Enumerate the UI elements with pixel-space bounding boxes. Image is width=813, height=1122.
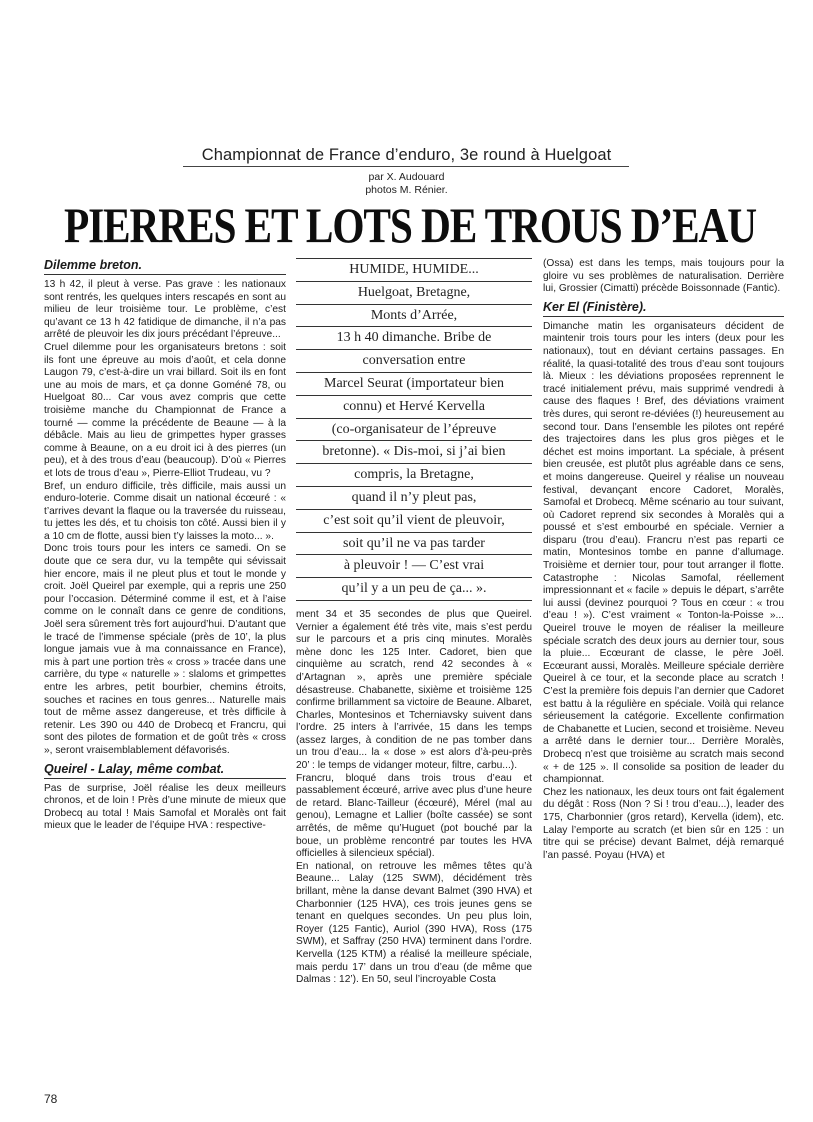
kicker-rule [183, 166, 629, 167]
paragraph: Chez les nationaux, les deux tours ont fait également du dégât : Ross (Non ? Si ! trou d’eau...), leader des 175, Charbonnier (gros retard), Kervella (idem), etc. Lalay l’emporte au scratch (et bien sûr en 125 : un titre qui se précise) devant Balmet, déjà remarqué l’an passé. Poyau (HVA) et [543, 786, 784, 861]
pull-quote-line: quand il n’y pleut pas, [296, 487, 532, 510]
pull-quote-line: bretonne). « Dis-moi, si j’ai bien [296, 441, 532, 464]
section-heading: Dilemme breton. [44, 258, 286, 275]
paragraph: Dimanche matin les organisateurs décident de maintenir trois tours pour les inters (deux pour les nationaux), tout en déviant certains passages. En réalité, la quasi-totalité des trous d’eau sont toujours là. Mieux : les déviations proposées reprennent le tracé initialement prévu, mais supprimé vendredi à cause des flaques ! Bref, des déviations vraiment très dures, qui seront re-déviées (!) heureusement au second tour. Dans l’ensemble les pilotes ont repéré des trajectoires dans les plus gros pièges et le déchet est moins important. La spéciale, à présent bien creusée, est plutôt plus agréable dans ce sens, et moins dangereuse. Queirel y réalise un nouveau festival, devançant encore Cadoret, Moralès, Samofal et Drobecq. Même scénario au tour suivant, où Cadoret reprend six secondes à Moralès qui a poussé et s’est embourbé en spéciale. Vernier a disparu (trou d’eau). Francru n’est pas reparti ce matin, Montesinos tombe en panne d’allumage. Troisième et dernier tour, pour tout arranger il flotte. Catastrophe : Nicolas Samofal, réellement impressionnant et « facile » depuis le départ, s’arrête lui aussi (devinez pourquoi ? Tous en cœur : « trou d’eau ! »). C’est vraiment « Tonton-la-Poisse »... Queirel trouve le moyen de réaliser la meilleure spéciale scratch des deux jours au dernier tour, sous la pluie... Ecœurant de classe, le père Joël. Ecœurant aussi, Moralès. Meilleure spéciale derrière Queirel à ce tour, et la seconde place au scratch ! C’est la première fois depuis l’an dernier que Cadoret est battu à la régulière en spéciale. Voilà qui relance sérieusement la catégorie. Excellente confirmation de Chabanette et Lucien, second et troisième. Neveu a arrêté dans le dernier tour... Derrière Moralès, Drobecq n’est que troisième au scratch mais second « + de 125 ». Il consolide sa position de leader du championnat. [543, 320, 784, 786]
byline-author: par X. Audouard [368, 171, 445, 183]
column-2 [296, 258, 532, 987]
section-heading: Queirel - Lalay, même combat. [44, 762, 286, 779]
paragraph: ment 34 et 35 secondes de plus que Queirel. Vernier a également été très vite, mais s’est perdu sur le parcours et a pris cinq minutes. Moralès mène donc les 125 Inter. Cadoret, bien que cinquième au scratch, rend 42 secondes à « d’Artagnan », après une première spéciale désastreuse. Chabanette, sixième et troisième 125 confirme brillamment sa victoire de Beaune. Albaret, Charles, Montesinos et Tcherniavsky suivent dans l’ordre. 25 inters à l’arrivée, 15 dans les temps (assez larges, à condition de ne pas tomber dans un trou d’eau... la « dose » est alors d’à-peu-près 20’ : le temps de vidanger moteur, filtre, carbu...). [296, 608, 532, 772]
paragraph: Cruel dilemme pour les organisateurs bretons : soit ils font une épreuve au mois d’août, et cela donne Laugon 79, c’est-à-dire un vrai billard. Soit ils en font une au mois de mars, et ça donne Goméné 78, ou Huelgoat 80... Car vous avez compris que cette troisième manche du Championnat de France a tourné — comme la précédente de Beaune — à la débâcle. Mais au lieu de grimpettes hyper grasses comme à Beaune, on a eu droit ici à des pierres (un peu), et à des trous d’eau (beaucoup). D’où « Pierres et lots de trous d’eau », Pierre-Elliot Trudeau, vu ? [44, 341, 286, 479]
kicker-title: Championnat de France d’enduro, 3e round à Huelgoat [201, 146, 612, 164]
column-3 [543, 258, 784, 862]
pull-quote-line: Huelgoat, Bretagne, [296, 282, 532, 305]
pull-quote-line: 13 h 40 dimanche. Bribe de [296, 327, 532, 350]
pull-quote-line: Marcel Seurat (importateur bien [296, 373, 532, 396]
byline-photos: photos M. Rénier. [365, 184, 448, 196]
page-number: 78 [44, 1092, 58, 1106]
pull-quote-line: c’est soit qu’il vient de pleuvoir, [296, 510, 532, 533]
pull-quote-line: à pleuvoir ! — C’est vrai [296, 555, 532, 578]
pull-quote-line: HUMIDE, HUMIDE... [296, 258, 532, 282]
pull-quote-box [296, 258, 532, 601]
paragraph: Donc trois tours pour les inters ce samedi. On se doute que ce sera dur, vu la tempête qui sévissait hier encore, mais il ne pleut plus et tout le monde y croit. Joël Queirel par exemple, qui a repris une 250 pour l’occasion. Déterminé comme il est, et à l’aise comme on le connaît dans ce genre de conditions, Joël sera sûrement très fort aujourd’hui. D’autant que le tracé de l’immense spéciale (près de 10’, la plus longue jamais vue à ma connaissance en France), mis à part une portion très « cross » tracée dans une carrière, du type « naturelle » : slaloms et grimpettes entre les arbres, petit bourbier, chemins étroits, souches et racines en tous genres... Naturelle mais tout de même assez dangereuse, et très difficile à retenir. Les 390 ou 440 de Drobecq et Francru, qui sont des pilotes de formation et de goût très « cross », seront vraisemblablement défavorisés. [44, 543, 286, 756]
pull-quote-line: Monts d’Arrée, [296, 305, 532, 328]
pull-quote-line: conversation entre [296, 350, 532, 373]
paragraph: 13 h 42, il pleut à verse. Pas grave : les nationaux sont rentrés, les quelques inters rescapés en sont au milieu de leur troisième tour. Le problème, c’est qu’avant ce 13 h 42 fatidique de dimanche, il n’a pas arrêté de pleuvoir les dix jours précédant l’épreuve... [44, 279, 286, 341]
column-1 [44, 258, 286, 833]
pull-quote-line: connu) et Hervé Kervella [296, 396, 532, 419]
byline [0, 171, 813, 197]
pull-quote-line: compris, la Bretagne, [296, 464, 532, 487]
paragraph: (Ossa) est dans les temps, mais toujours pour la gloire vu ses problèmes de naturalisation. Derrière lui, Grossier (Cimatti) précède Boissonnade (Fantic). [543, 258, 784, 295]
headline: PIERRES ET LOTS DE TROUS D’EAU [63, 198, 757, 253]
paragraph: Bref, un enduro difficile, très difficile, mais aussi un enduro-loterie. Comme disait un national écœuré : « t’arrives devant la flaque ou la traversée du ruisseau, tu jettes les dés, et tu choisis ton côté. Aussi bien il y a 10 cm de flotte, aussi bien t’y laisses la moto... ». [44, 480, 286, 542]
paragraph: En national, on retrouve les mêmes têtes qu’à Beaune... Lalay (125 SWM), décidément très brillant, mène la danse devant Balmet (390 HVA) et Charbonnier (125 HVA), ces trois jeunes gens se tenant en quelques secondes. Un peu plus loin, Royer (125 Fantic), Auriol (390 HVA), Ross (175 SWM), et Saffray (250 HVA) terminent dans l’ordre. Kervella (125 KTM) a réalisé la meilleure spéciale, mais perdu 17’ dans un trou d’eau (de même que Dalmas : 12’). En 50, seul l’incroyable Costa [296, 860, 532, 986]
pull-quote-line: soit qu’il ne va pas tarder [296, 533, 532, 556]
section-heading: Ker El (Finistère). [543, 300, 784, 317]
pull-quote-line: (co-organisateur de l’épreuve [296, 419, 532, 442]
column-2-body [296, 609, 532, 987]
paragraph: Francru, bloqué dans trois trous d’eau et passablement écœuré, arrive avec plus d’une heure de retard. Blanc-Tailleur (écœuré), Mérel (mal au genou), Lemagne et Lallier (boîte cassée) se sont arrêtés, de même qu’Huguet (pot bouché par la boue, un problème rencontré par toutes les HVA officielles à silencieux spécial). [296, 772, 532, 860]
paragraph: Pas de surprise, Joël réalise les deux meilleurs chronos, et de loin ! Près d’une minute de mieux que Drobecq au total ! Mais Samofal et Moralès ont fait mieux que le leader de l’équipe HVA : respective- [44, 782, 286, 832]
pull-quote-line: qu’il y a un peu de ça... ». [296, 578, 532, 601]
